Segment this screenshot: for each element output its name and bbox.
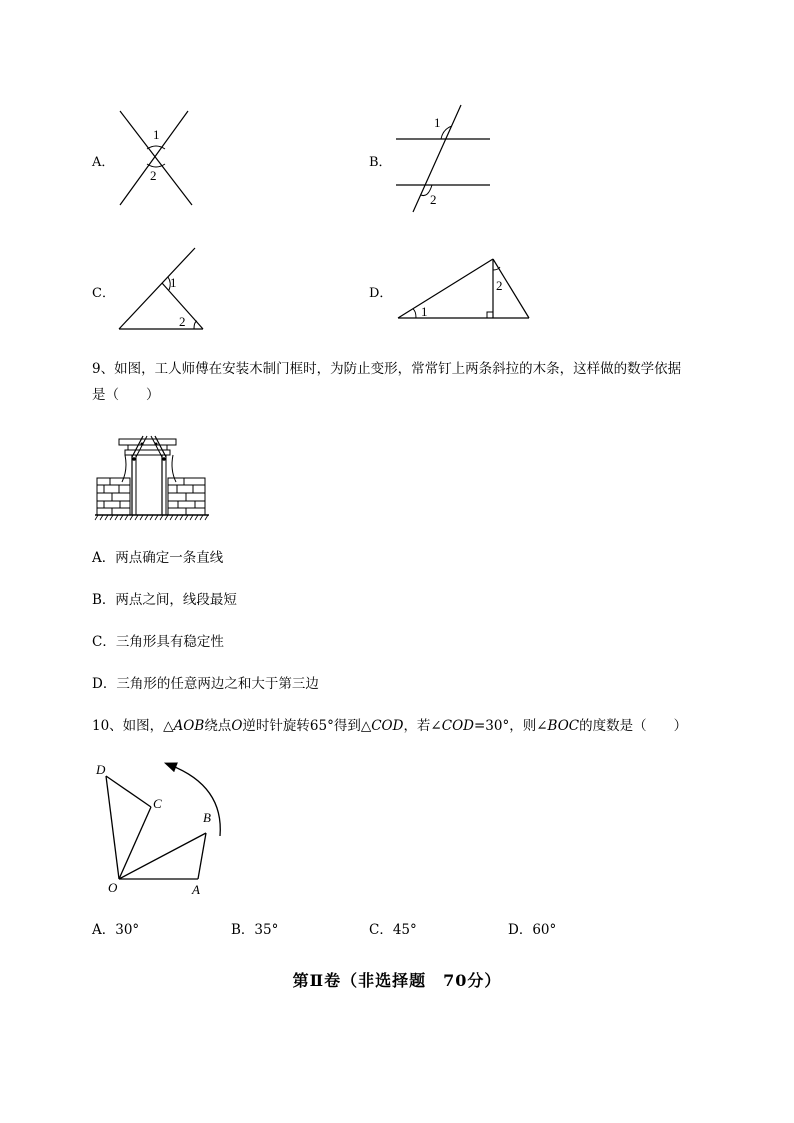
q10-stem-var: COD <box>371 718 404 734</box>
point-label-a: A <box>192 882 200 897</box>
q10-stem-part: =30°，则∠ <box>473 718 548 734</box>
q10-stem-var: AOB <box>173 718 205 734</box>
option-letter: C． <box>92 286 115 301</box>
angle-label-1: 1 <box>421 304 428 319</box>
point-label-b: B <box>203 810 211 825</box>
parallel-lines-figure <box>390 100 500 215</box>
point-label-o: O <box>108 880 118 895</box>
q10-stem-part: 逆时针旋转65°得到△ <box>242 718 372 734</box>
option-letter: A． <box>92 155 115 170</box>
triangle-exterior-figure <box>112 244 212 334</box>
angle-label-2: 2 <box>496 278 503 293</box>
angle-label-1: 1 <box>170 275 177 290</box>
point-label-c: C <box>153 796 162 811</box>
q9-stem-line2: 是（ ） <box>92 387 160 403</box>
right-triangle-figure <box>394 254 534 324</box>
q9-choice-d: D．三角形的任意两边之和大于第三边 <box>92 676 319 692</box>
door-frame-figure <box>92 430 212 522</box>
q10-stem <box>92 717 687 735</box>
q10-choice-c: C．45° <box>369 922 417 938</box>
q10-stem-var: BOC <box>547 718 580 734</box>
q10-stem-var: O <box>231 718 243 734</box>
q10-choice-a: A．30° <box>92 922 140 938</box>
q10-stem-part: 绕点 <box>204 718 232 734</box>
q10-choice-b: B．35° <box>231 922 279 938</box>
q9-stem-line1: 9、如图，工人师傅在安装木制门框时，为防止变形，常常钉上两条斜拉的木条，这样做的数学依据 <box>92 361 682 377</box>
rotation-figure <box>92 756 232 901</box>
option-letter: D． <box>369 286 393 301</box>
q9-choice-b: B．两点之间，线段最短 <box>92 592 237 608</box>
angle-label-2: 2 <box>430 192 437 207</box>
angle-label-2: 2 <box>150 168 157 183</box>
q10-stem-var: COD <box>441 718 474 734</box>
q10-stem-part: 10、如图，△ <box>92 718 174 734</box>
crossing-lines-figure <box>110 105 200 210</box>
angle-label-2: 2 <box>179 314 186 329</box>
angle-label-1: 1 <box>153 127 160 142</box>
section-title: 第Ⅱ卷（非选择题 70分） <box>292 971 502 990</box>
q10-choice-d: D．60° <box>508 922 557 938</box>
q9-choice-c: C．三角形具有稳定性 <box>92 634 224 650</box>
q9-choice-a: A．两点确定一条直线 <box>92 550 224 566</box>
q10-stem-part: 的度数是（ ） <box>579 718 688 734</box>
q10-stem-part: ，若∠ <box>403 718 442 734</box>
point-label-d: D <box>96 762 106 777</box>
option-letter: B． <box>369 155 392 170</box>
angle-label-1: 1 <box>434 115 441 130</box>
